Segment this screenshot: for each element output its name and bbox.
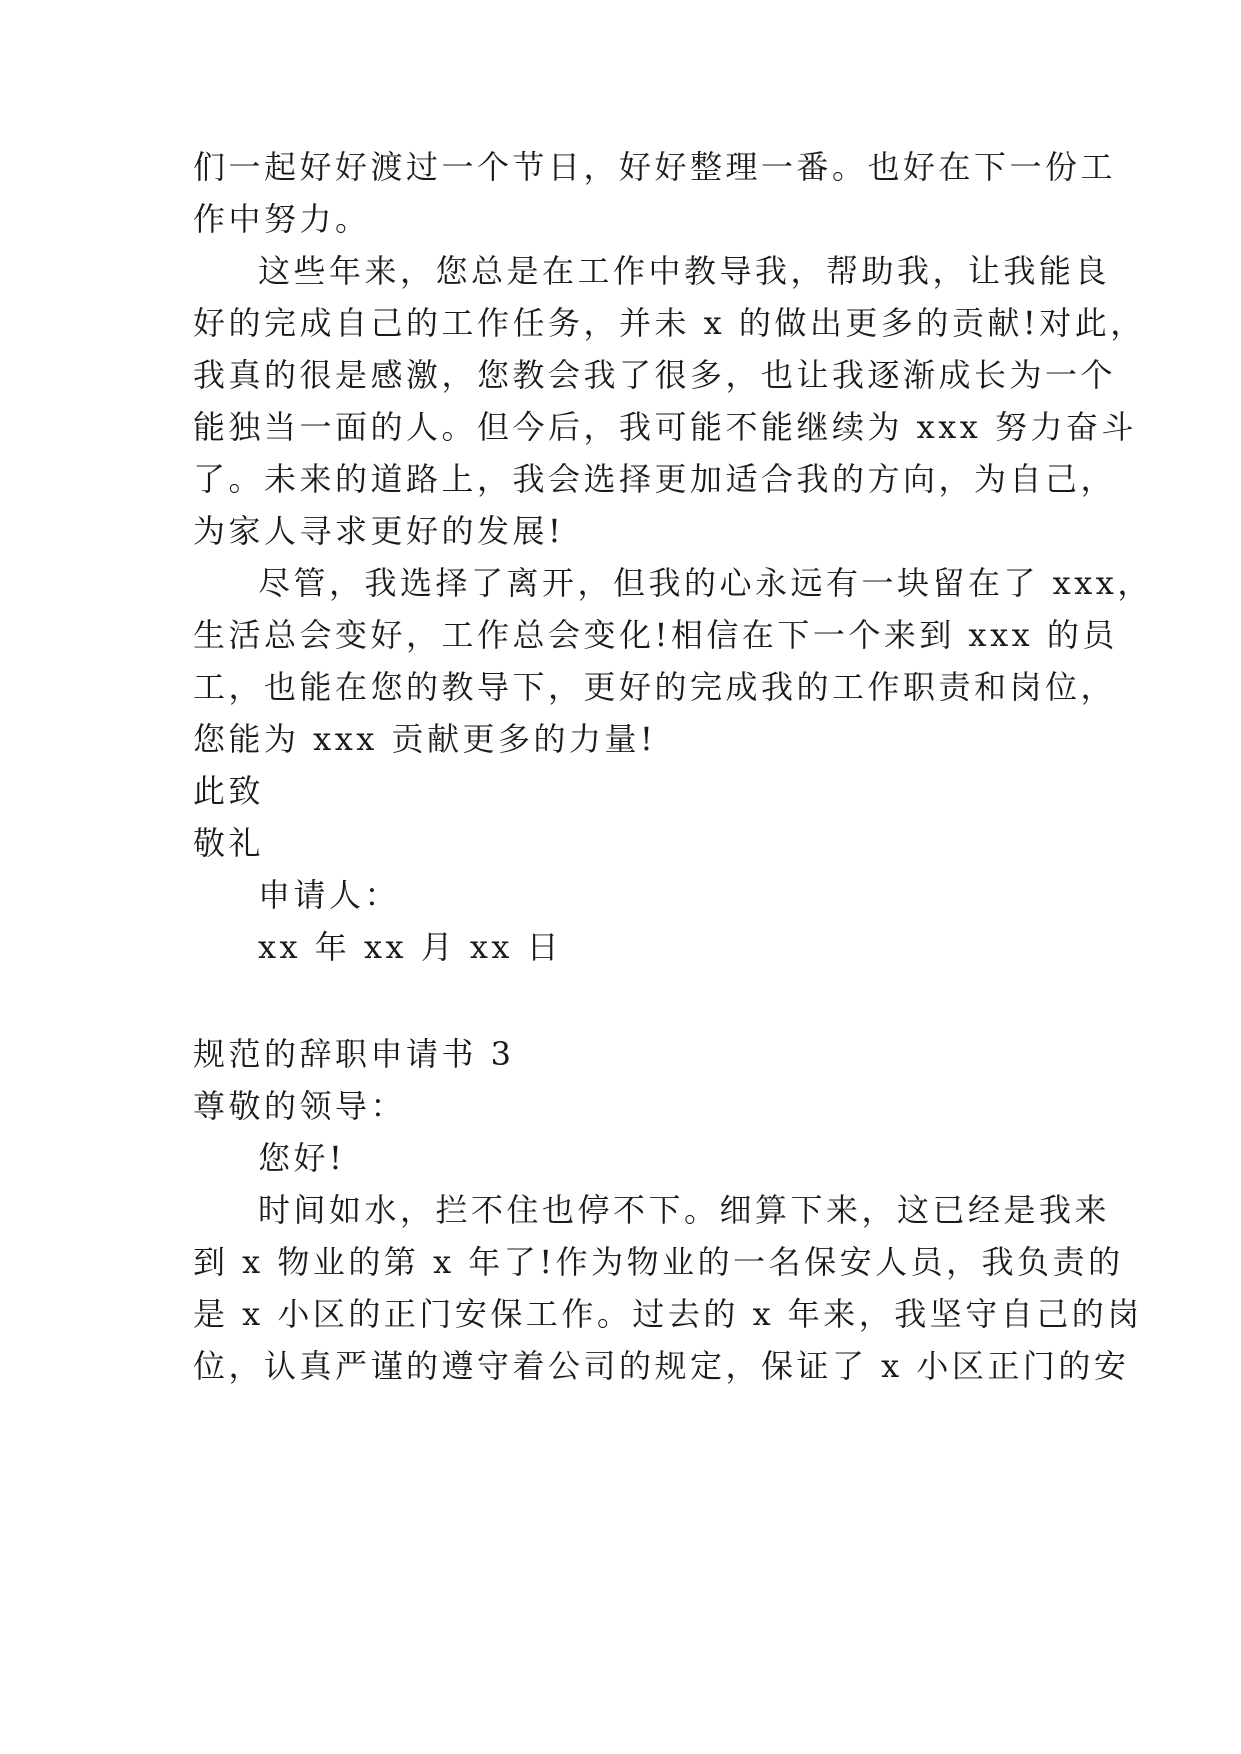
paragraph-line: 好的完成自己的工作任务，并未 x 的做出更多的贡献!对此， bbox=[193, 304, 1146, 342]
paragraph-line: 为家人寻求更好的发展! bbox=[193, 512, 565, 550]
salutation: 尊敬的领导： bbox=[193, 1087, 407, 1125]
paragraph-line: 您能为 xxx 贡献更多的力量! bbox=[193, 720, 657, 758]
closing-line: 此致 bbox=[193, 772, 265, 810]
paragraph-line: 这些年来，您总是在工作中教导我，帮助我，让我能良 bbox=[258, 252, 1111, 290]
paragraph-line: 作中努力。 bbox=[193, 200, 371, 238]
paragraph-line: 们一起好好渡过一个节日，好好整理一番。也好在下一份工 bbox=[193, 148, 1117, 186]
paragraph-line: 工，也能在您的教导下，更好的完成我的工作职责和岗位， bbox=[193, 668, 1117, 706]
paragraph-line: 生活总会变好，工作总会变化!相信在下一个来到 xxx 的员 bbox=[193, 616, 1118, 654]
greeting: 您好! bbox=[258, 1139, 346, 1177]
paragraph-line: 我真的很是感激，您教会我了很多，也让我逐渐成长为一个 bbox=[193, 356, 1117, 394]
closing-line: 敬礼 bbox=[193, 824, 265, 862]
section-title: 规范的辞职申请书 3 bbox=[193, 1035, 515, 1073]
paragraph-line: 能独当一面的人。但今后，我可能不能继续为 xxx 努力奋斗 bbox=[193, 408, 1137, 446]
date-line: xx 年 xx 月 xx 日 bbox=[258, 928, 563, 966]
applicant-label: 申请人： bbox=[258, 876, 401, 914]
paragraph-line: 时间如水，拦不住也停不下。细算下来，这已经是我来 bbox=[258, 1191, 1111, 1229]
paragraph-line: 尽管，我选择了离开，但我的心永远有一块留在了 xxx， bbox=[258, 564, 1153, 602]
paragraph-line: 位，认真严谨的遵守着公司的规定，保证了 x 小区正门的安 bbox=[193, 1347, 1130, 1385]
paragraph-line: 到 x 物业的第 x 年了!作为物业的一名保安人员，我负责的 bbox=[193, 1243, 1124, 1281]
paragraph-line: 了。未来的道路上，我会选择更加适合我的方向，为自己， bbox=[193, 460, 1117, 498]
paragraph-line: 是 x 小区的正门安保工作。过去的 x 年来，我坚守自己的岗 bbox=[193, 1295, 1143, 1333]
